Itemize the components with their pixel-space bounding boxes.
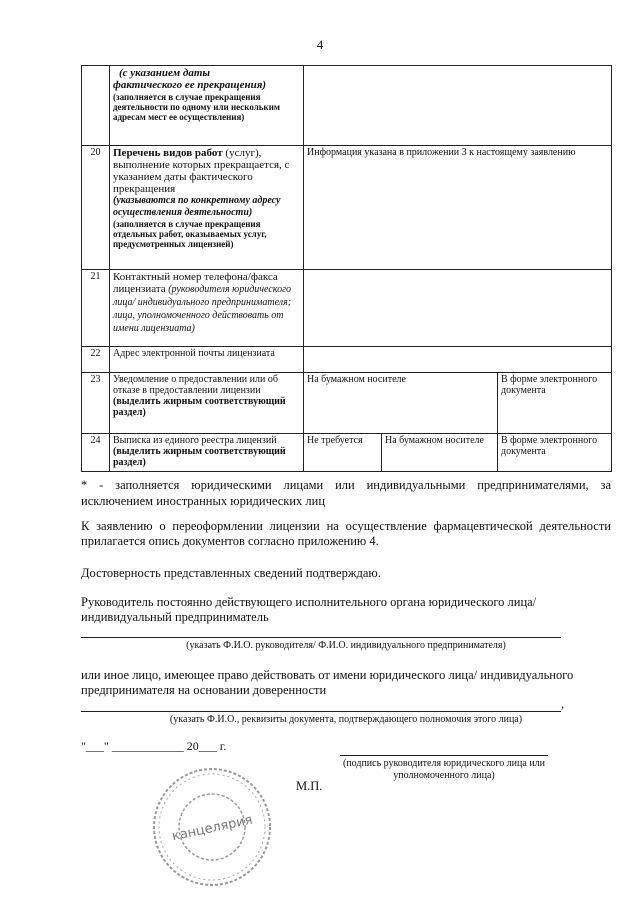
proxy-name-line[interactable] [81, 711, 561, 712]
signature-caption: (подпись руководителя юридического лица или уполномоченного лица) [342, 758, 546, 781]
row-number-cell: 20 [82, 146, 110, 270]
table-row [82, 347, 612, 373]
notice-label: Уведомление о предоставлении или об отказе в предоставлении лицензии [113, 374, 278, 396]
phone-label: Контактный номер телефона/факса лицензиата [113, 271, 278, 295]
attachment-paragraph: К заявлению о переоформлении лицензии на осуществление фармацевтической деятельности прилагается опись документов согласно приложению 4. [81, 519, 611, 548]
date-note-line-1: (с указанием даты [119, 67, 211, 79]
fill-note: (заполняется в случае прекращения деятельности по одному или нескольким адресам мест ее осуществления) [113, 92, 281, 122]
phone-note: (руководителя юридического лица/ индивидуального предпринимателя; лица, уполномоченного действовать от имени лицензиата) [113, 284, 292, 334]
signature-line[interactable] [340, 755, 548, 756]
email-value-cell[interactable] [304, 347, 612, 373]
registry-label: Выписка из единого реестра лицензий [113, 435, 277, 446]
proxy-name-caption: (указать Ф.И.О., реквизиты документа, подтверждающего полномочия этого лица) [169, 714, 523, 725]
row-label-cell [110, 373, 304, 434]
works-list-title-rest: (услуг), выполнение которых прекращается, с указанием даты фактического прекращения [113, 147, 290, 195]
works-list-title: Перечень видов работ [113, 147, 223, 159]
works-list-value: Информация указана в приложении 3 к настоящему заявлению [304, 146, 612, 270]
table-row [82, 146, 612, 270]
row-label-cell [110, 434, 304, 472]
row-value-cell[interactable] [304, 66, 612, 146]
table-row [82, 66, 612, 146]
stamp-text: канцелярия [170, 812, 254, 845]
footnote: * - заполняется юридическими лицами или индивидуальными предпринимателями, за исключением иностранных юридических лиц [81, 478, 611, 508]
row-number-cell [82, 66, 110, 146]
date-line[interactable]: "___" ____________ 20___ г. [81, 739, 227, 753]
registry-option-electronic[interactable]: В форме электронного документа [498, 434, 612, 472]
email-label: Адрес электронной почты лицензиата [110, 347, 304, 373]
director-name-caption: (указать Ф.И.О. руководителя/ Ф.И.О. индивидуального предпринимателя) [186, 640, 506, 651]
registry-option-paper[interactable]: На бумажном носителе [382, 434, 498, 472]
registry-option-not-required[interactable]: Не требуется [304, 434, 382, 472]
row-number-cell: 22 [82, 347, 110, 373]
row-label-cell [110, 270, 304, 347]
works-list-note-address: (указываются по конкретному адресу осуществления деятельности) [113, 195, 281, 218]
row-number-cell: 21 [82, 270, 110, 347]
row-number-cell: 24 [82, 434, 110, 472]
row-number-cell: 23 [82, 373, 110, 434]
works-list-note-fill: (заполняется в случае прекращения отдельных работ, оказываемых услуг, предусмотренных лицензией) [113, 219, 267, 249]
proxy-paragraph: или иное лицо, имеющее право действовать от имени юридического лица/ индивидуального предпринимателя на основании доверенности [81, 668, 574, 697]
stamp-place-label: М.П. [296, 779, 323, 793]
notice-option-paper[interactable]: На бумажном носителе [304, 373, 498, 434]
date-note-line-2: фактического ее прекращения) [113, 79, 267, 91]
row-label-cell [110, 66, 304, 146]
director-name-line[interactable] [81, 637, 561, 638]
phone-value-cell[interactable] [304, 270, 612, 347]
registry-note: (выделить жирным соответствующий раздел) [113, 446, 286, 468]
license-form-table [81, 65, 612, 472]
table-row [82, 434, 612, 472]
director-paragraph: Руководитель постоянно действующего исполнительного органа юридического лица/ индивидуальный предприниматель [81, 595, 537, 624]
table-row [82, 373, 612, 434]
table-row [82, 270, 612, 347]
row-label-cell [110, 146, 304, 270]
confirmation-paragraph: Достоверность представленных сведений подтверждаю. [81, 566, 381, 580]
office-stamp [150, 765, 275, 890]
notice-note: (выделить жирным соответствующий раздел) [113, 396, 286, 418]
notice-option-electronic[interactable]: В форме электронного документа [498, 373, 612, 434]
page-number: 4 [316, 37, 324, 52]
proxy-comma: , [561, 697, 565, 711]
